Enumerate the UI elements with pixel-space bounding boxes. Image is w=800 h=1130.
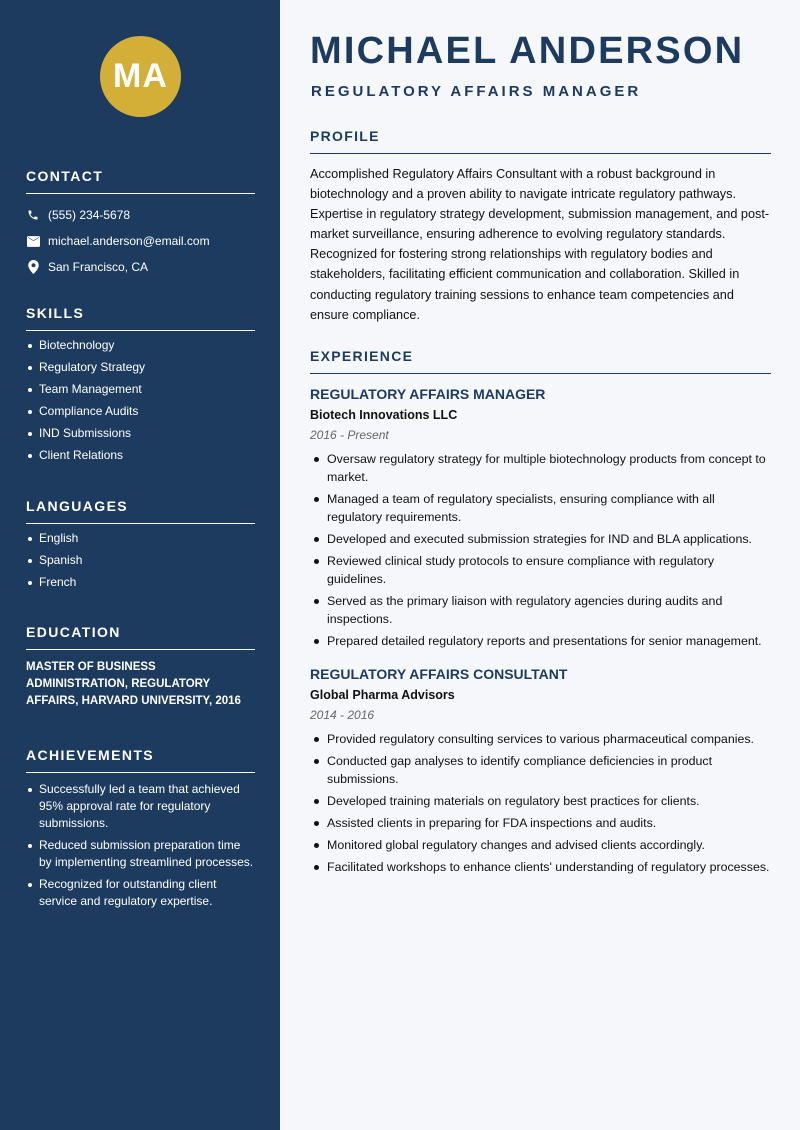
job-bullet: Provided regulatory consulting services to various pharmaceutical companies.: [310, 730, 771, 748]
location-pin-icon: [26, 260, 40, 274]
achievements-list: [26, 781, 255, 910]
skills-heading: SKILLS: [26, 305, 255, 331]
job-title: REGULATORY AFFAIRS MANAGER: [310, 386, 546, 402]
email-text: michael.anderson@email.com: [48, 234, 210, 248]
education-degree: MASTER OF BUSINESS ADMINISTRATION, REGULATORY AFFAIRS, HARVARD UNIVERSITY, 2016: [26, 661, 241, 707]
phone-text: (555) 234-5678: [48, 208, 131, 222]
job-bullets: [310, 730, 771, 876]
job-bullet: Developed training materials on regulatory best practices for clients.: [310, 792, 771, 810]
job-company: Biotech Innovations LLC: [310, 408, 458, 422]
education-section: [26, 624, 255, 710]
job-dates: 2014 - 2016: [310, 708, 375, 722]
skill-item: Team Management: [26, 381, 255, 398]
contact-location: [26, 260, 255, 274]
profile-section: [310, 128, 771, 325]
skills-section: [26, 305, 255, 464]
phone-icon: [26, 208, 40, 222]
job-dates: 2016 - Present: [310, 428, 389, 442]
contact-section: [26, 168, 255, 274]
candidate-name: MICHAEL ANDERSON: [310, 30, 745, 72]
skill-item: Biotechnology: [26, 337, 255, 354]
initials-avatar: [100, 36, 181, 117]
job-bullet: Prepared detailed regulatory reports and presentations for senior management.: [310, 632, 771, 650]
contact-phone[interactable]: [26, 208, 255, 222]
sidebar: [0, 0, 280, 1130]
email-icon: [26, 234, 40, 248]
job-bullet: Managed a team of regulatory specialists, ensuring compliance with all regulatory requirements.: [310, 490, 771, 526]
languages-section: [26, 498, 255, 591]
achievements-section: [26, 747, 255, 910]
location-text: San Francisco, CA: [48, 260, 149, 274]
job-bullet: Conducted gap analyses to identify compliance deficiencies in product submissions.: [310, 752, 771, 788]
job-bullet: Assisted clients in preparing for FDA inspections and audits.: [310, 814, 771, 832]
achievement-item: Successfully led a team that achieved 95% approval rate for regulatory submissions.: [26, 781, 255, 832]
contact-email[interactable]: [26, 234, 255, 248]
avatar-initials: MA: [113, 57, 168, 95]
profile-heading: PROFILE: [310, 128, 771, 154]
skill-item: Regulatory Strategy: [26, 359, 255, 376]
job-entry: [310, 386, 771, 650]
experience-section: [310, 348, 771, 876]
language-item: Spanish: [26, 552, 255, 569]
education-heading: EDUCATION: [26, 624, 255, 650]
language-item: French: [26, 574, 255, 591]
skill-item: Compliance Audits: [26, 403, 255, 420]
skill-item: Client Relations: [26, 447, 255, 464]
language-item: English: [26, 530, 255, 547]
job-title: REGULATORY AFFAIRS CONSULTANT: [310, 666, 568, 682]
skill-item: IND Submissions: [26, 425, 255, 442]
achievement-item: Reduced submission preparation time by implementing streamlined processes.: [26, 837, 255, 871]
job-bullet: Oversaw regulatory strategy for multiple biotechnology products from concept to market.: [310, 450, 771, 486]
job-entry: [310, 666, 771, 876]
contact-heading: CONTACT: [26, 168, 255, 194]
job-bullets: [310, 450, 771, 650]
achievement-item: Recognized for outstanding client service and regulatory expertise.: [26, 876, 255, 910]
job-company: Global Pharma Advisors: [310, 688, 455, 702]
experience-heading: EXPERIENCE: [310, 348, 771, 374]
job-bullet: Monitored global regulatory changes and advised clients accordingly.: [310, 836, 771, 854]
job-bullet: Developed and executed submission strategies for IND and BLA applications.: [310, 530, 771, 548]
skills-list: [26, 337, 255, 464]
languages-heading: LANGUAGES: [26, 498, 255, 524]
languages-list: [26, 530, 255, 591]
job-bullet: Served as the primary liaison with regulatory agencies during audits and inspections.: [310, 592, 771, 628]
candidate-title: REGULATORY AFFAIRS MANAGER: [311, 83, 642, 100]
job-bullet: Facilitated workshops to enhance clients' understanding of regulatory processes.: [310, 858, 771, 876]
achievements-heading: ACHIEVEMENTS: [26, 747, 255, 773]
profile-text: Accomplished Regulatory Affairs Consultant with a robust background in biotechnology and a proven ability to navigate intricate regulatory pathways. Expertise in regulatory strategy development, submission management, and post-market surveillance, ensuring adherence to evolving regulatory standards. Recognized for fostering strong relationships with regulatory bodies and stakeholders, facilitating efficient communication and collaboration. Skilled in conducting regulatory training sessions to enhance team competencies and ensure compliance.: [310, 167, 770, 322]
job-bullet: Reviewed clinical study protocols to ensure compliance with regulatory guidelines.: [310, 552, 771, 588]
